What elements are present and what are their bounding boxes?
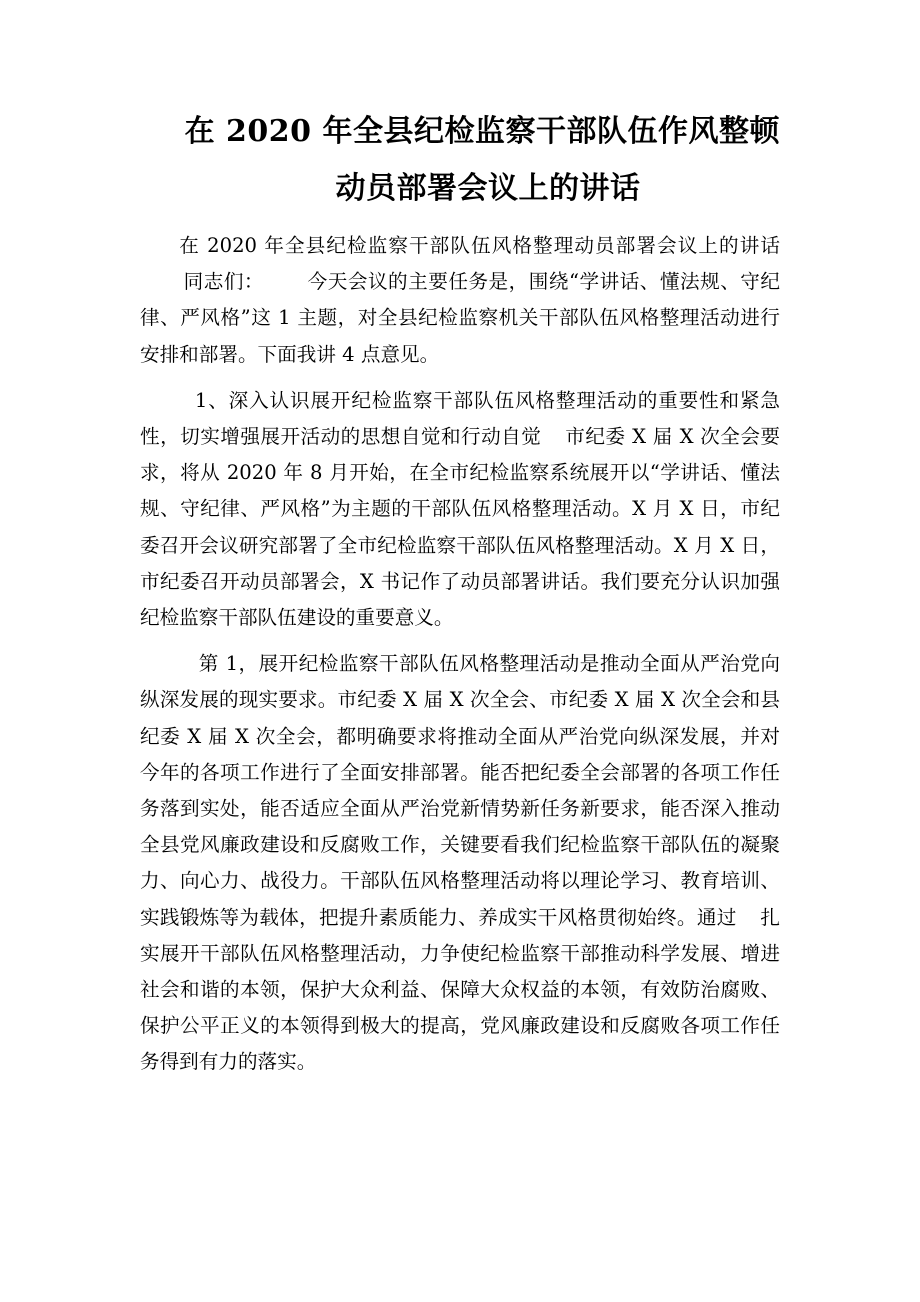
- document-title-line-2: 动员部署会议上的讲话: [335, 171, 641, 206]
- paragraph-1-salutation: 同志们：: [183, 270, 265, 294]
- document-title-line-1: 在 2020 年全县纪检监察干部队伍作风整顿: [184, 114, 780, 149]
- paragraph-2-text: 市纪委 X 届 X 次全会要求，将从 2020 年 8 月开始，在全市纪检监察系统展开以“学讲话、懂法规、守纪律、严风格”为主题的干部队伍风格整理活动。X 月 X 日，市纪委召开会议研究部署了全市纪检监察干部队伍风格整理活动。X 月 X 日，市纪委召开动员部署会，X 书记作了动员部署讲话。我们要充分认识加强纪检监察干部队伍建设的重要意义。: [140, 425, 781, 630]
- paragraph-3-text-b: 扎实展开干部队伍风格整理活动，力争使纪检监察干部推动科学发展、增进社会和谐的本领，保护大众利益、保障大众权益的本领，有效防治腐败、保护公平正义的本领得到极大的提高，党风廉政建设和反腐败各项工作任务得到有力的落实。: [140, 905, 781, 1074]
- paragraph-1: [140, 228, 780, 373]
- paragraph-3: [140, 646, 780, 1080]
- paragraph-1-heading: 在 2020 年全县纪检监察干部队伍风格整理动员部署会议上的讲话: [179, 234, 780, 257]
- document-body: [140, 228, 780, 1081]
- paragraph-3-text-a: 第 1，展开纪检监察干部队伍风格整理活动是推动全面从严治党向纵深发展的现实要求。市纪委 X 届 X 次全会、市纪委 X 届 X 次全会和县纪委 X 届 X 次全会，都明确要求将推动全面从严治党向纵深发展，并对今年的各项工作进行了全面安排部署。能否把纪委全会部署的各项工作任务落到实处，能否适应全面从严治党新情势新任务新要求，能否深入推动全县党风廉政建设和反腐败工作，关键要看我们纪检监察干部队伍的凝聚力、向心力、战役力。干部队伍风格整理活动将以理论学习、教育培训、实践锻炼等为载体，把提升素质能力、养成实干风格贯彻始终。通过: [140, 652, 780, 929]
- paragraph-2-heading: 1、深入认识展开纪检监察干部队伍风格整理活动的重要性和紧急性，切实增强展开活动的思想自觉和行动自觉: [140, 388, 780, 449]
- paragraph-1-text: 今天会议的主要任务是，围绕“学讲话、懂法规、守纪律、严风格”这 1 主题，对全县纪检监察机关干部队伍风格整理活动进行安排和部署。下面我讲 4 点意见。: [140, 270, 780, 366]
- paragraph-2: [140, 383, 780, 636]
